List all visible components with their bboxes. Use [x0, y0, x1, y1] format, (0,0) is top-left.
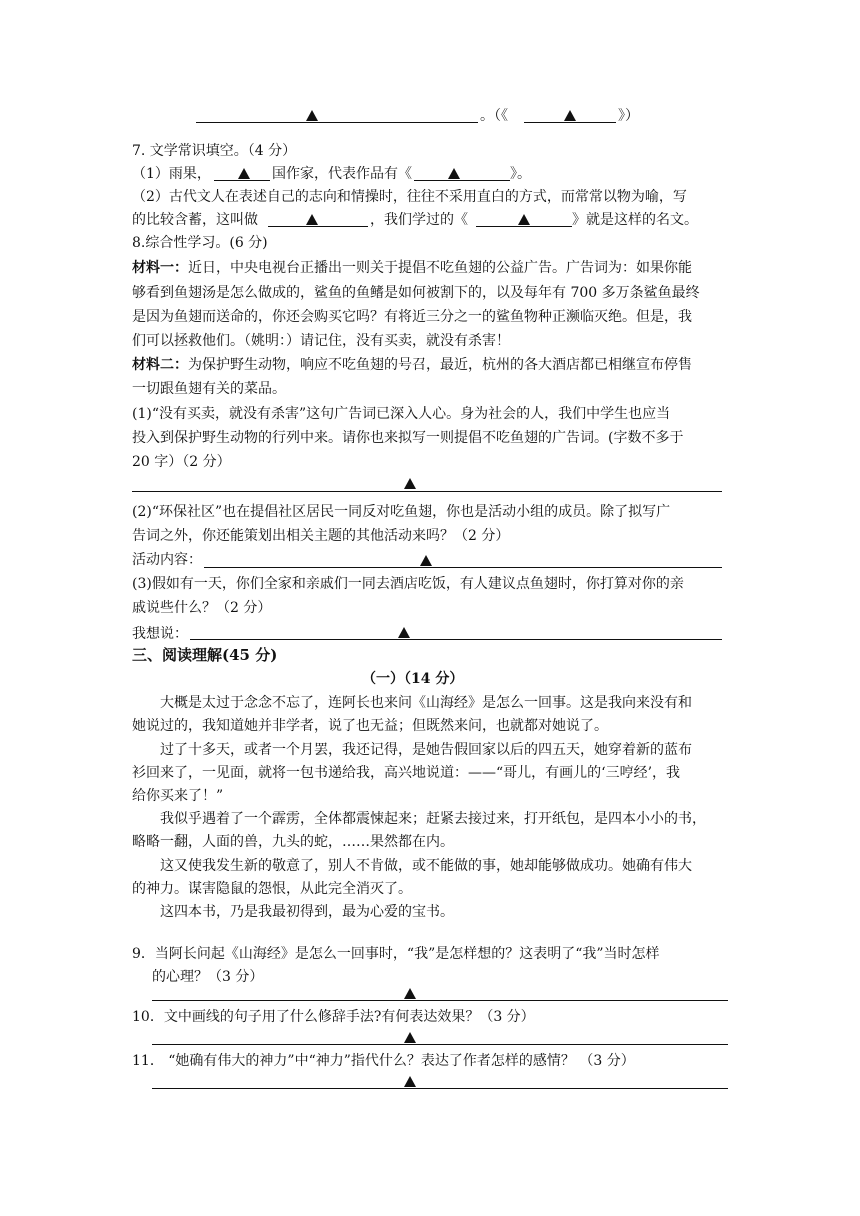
answer-marker-icon	[404, 478, 416, 489]
q6-close-b: 》）	[618, 108, 639, 124]
q9-line-2: 的心理？（3 分）	[152, 969, 264, 985]
q8-3-line-1: (3)假如有一天，你们全家和亲戚们一同去酒店吃饭，有人建议点鱼翅时，你打算对你的亲	[132, 576, 684, 592]
q8-3-line-3: 我想说：	[132, 626, 188, 642]
answer-marker-icon	[564, 110, 576, 121]
answer-marker-icon	[306, 110, 318, 121]
answer-marker-icon	[306, 214, 318, 225]
answer-marker-icon	[420, 555, 432, 566]
q8-1-line-2: 投入到保护野生动物的行列中来。请你也来拟写一则提倡不吃鱼翅的广告词。(字数不多于	[132, 430, 684, 446]
section-3-title: 三、阅读理解(45 分)	[132, 646, 278, 664]
q6-close-a: 。（《	[480, 108, 508, 124]
answer-line-q6-book	[524, 122, 616, 123]
q7-title: 7. 文学常识填空。（4 分）	[132, 143, 297, 159]
material-1-label: 材料一：	[132, 260, 188, 276]
passage-p4-line-2: 的神力。谋害隐鼠的怨恨，从此完全消灭了。	[132, 881, 412, 897]
passage-p2-line-3: 给你买来了！”	[132, 788, 224, 804]
answer-line-q11[interactable]	[152, 1088, 728, 1089]
passage-p3-line-2: 略略一翻，人面的兽，九头的蛇，……果然都在内。	[132, 834, 454, 850]
answer-line-q7-1-work	[414, 180, 510, 181]
q11: 11． “她确有伟大的神力”中“神力”指代什么？表达了作者怎样的感情？ （3 分）	[132, 1053, 635, 1069]
q7-1c: 》。	[510, 166, 531, 182]
material-1-text: 近日，中央电视台正播出一则关于提倡不吃鱼翅的公益广告。广告词为：如果你能	[188, 260, 692, 276]
answer-line-q6	[196, 122, 478, 123]
answer-marker-icon	[404, 1076, 416, 1087]
material-1-line-2: 够看到鱼翅汤是怎么做成的，鲨鱼的鱼鳍是如何被割下的，以及每年有 700 多万条鲨鱼最终	[132, 285, 700, 301]
q8-3-line-2: 戚说些什么？（2 分）	[132, 600, 272, 616]
q7-2b: 的比较含蓄，这叫做	[132, 212, 258, 228]
material-1-line-3: 是因为鱼翅而送命的，你还会购买它吗？有将近三分之一的鲨鱼物种正濒临灭绝。但是，我	[132, 309, 692, 325]
answer-marker-icon	[404, 1032, 416, 1043]
passage-p1-line-1: 大概是太过于念念不忘了，连阿长也来问《山海经》是怎么一回事。这是我向来没有和	[160, 695, 692, 711]
answer-marker-icon	[398, 627, 410, 638]
material-1-line-1	[132, 258, 692, 278]
answer-marker-icon	[448, 168, 460, 179]
passage-p2-line-1: 过了十多天，或者一个月罢，我还记得，是她告假回家以后的四五天，她穿着新的蓝布	[160, 742, 692, 758]
q8-2-line-3: 活动内容：	[132, 552, 202, 568]
q9-line-1: 9．当阿长问起《山海经》是怎么一回事时，“我”是怎样想的？这表明了“我”当时怎样	[132, 946, 660, 962]
q7-2a: （2）古代文人在表述自己的志向和情操时，往往不采用直白的方式，而常常以物为喻，写	[132, 189, 687, 205]
q8-2-line-2: 告词之外，你还能策划出相关主题的其他活动来吗？（2 分）	[132, 528, 510, 544]
material-2-label: 材料二：	[132, 357, 188, 373]
passage-p3-line-1: 我似乎遇着了一个霹雳，全体都震悚起来；赶紧去接过来，打开纸包，是四本小小的书，	[160, 811, 706, 827]
answer-marker-icon	[238, 168, 250, 179]
answer-line-q7-2-term	[268, 226, 368, 227]
q7-2d: 》就是这样的名文。	[572, 212, 698, 228]
answer-line-q8-1[interactable]	[132, 491, 722, 492]
material-2-line-1	[132, 355, 692, 375]
answer-marker-icon	[518, 214, 530, 225]
passage-p5-line-1: 这四本书，乃是我最初得到，最为心爱的宝书。	[160, 904, 454, 920]
answer-line-q7-1-country	[214, 180, 270, 181]
q8-1-line-3: 20 字）（2 分）	[132, 454, 231, 470]
answer-line-q9[interactable]	[152, 1000, 728, 1001]
passage-p1-line-2: 她说过的，我知道她并非学者，说了也无益；但既然来问，也就都对她说了。	[132, 718, 608, 734]
material-1-line-4: 们可以拯救他们。（姚明：）请记住，没有买卖，就没有杀害！	[132, 333, 510, 349]
q8-title: 8.综合性学习。(6 分)	[132, 235, 268, 251]
material-2-line-2: 一切跟鱼翅有关的菜品。	[132, 381, 286, 397]
q7-1b: 国作家，代表作品有《	[272, 166, 412, 182]
q8-1-line-1: (1)“没有买卖，就没有杀害”这句广告词已深入人心。身为社会的人，我们中学生也应当	[132, 406, 671, 422]
q8-2-line-1: (2)“环保社区”也在提倡社区居民一同反对吃鱼翅，你也是活动小组的成员。除了拟写广	[132, 504, 671, 520]
q10: 10．文中画线的句子用了什么修辞手法?有何表达效果？（3 分）	[132, 1009, 535, 1025]
material-2-text: 为保护野生动物，响应不吃鱼翅的号召，最近，杭州的各大酒店都已相继宣布停售	[188, 357, 692, 373]
answer-line-q8-2[interactable]	[204, 567, 722, 568]
answer-line-q7-2-work	[476, 226, 572, 227]
answer-line-q10[interactable]	[152, 1044, 728, 1045]
passage-p4-line-1: 这又使我发生新的敬意了，别人不肯做，或不能做的事，她却能够做成功。她确有伟大	[160, 858, 692, 874]
answer-line-q8-3[interactable]	[190, 639, 722, 640]
q7-1a: （1）雨果，	[132, 166, 211, 182]
q7-2c: ，我们学过的《	[370, 212, 468, 228]
part-1-title: （一）（14 分）	[362, 671, 464, 687]
passage-p2-line-2: 衫回来了，一见面，就将一包书递给我，高兴地说道：——“哥儿，有画儿的‘三哼经’，我	[132, 765, 681, 781]
answer-marker-icon	[404, 988, 416, 999]
